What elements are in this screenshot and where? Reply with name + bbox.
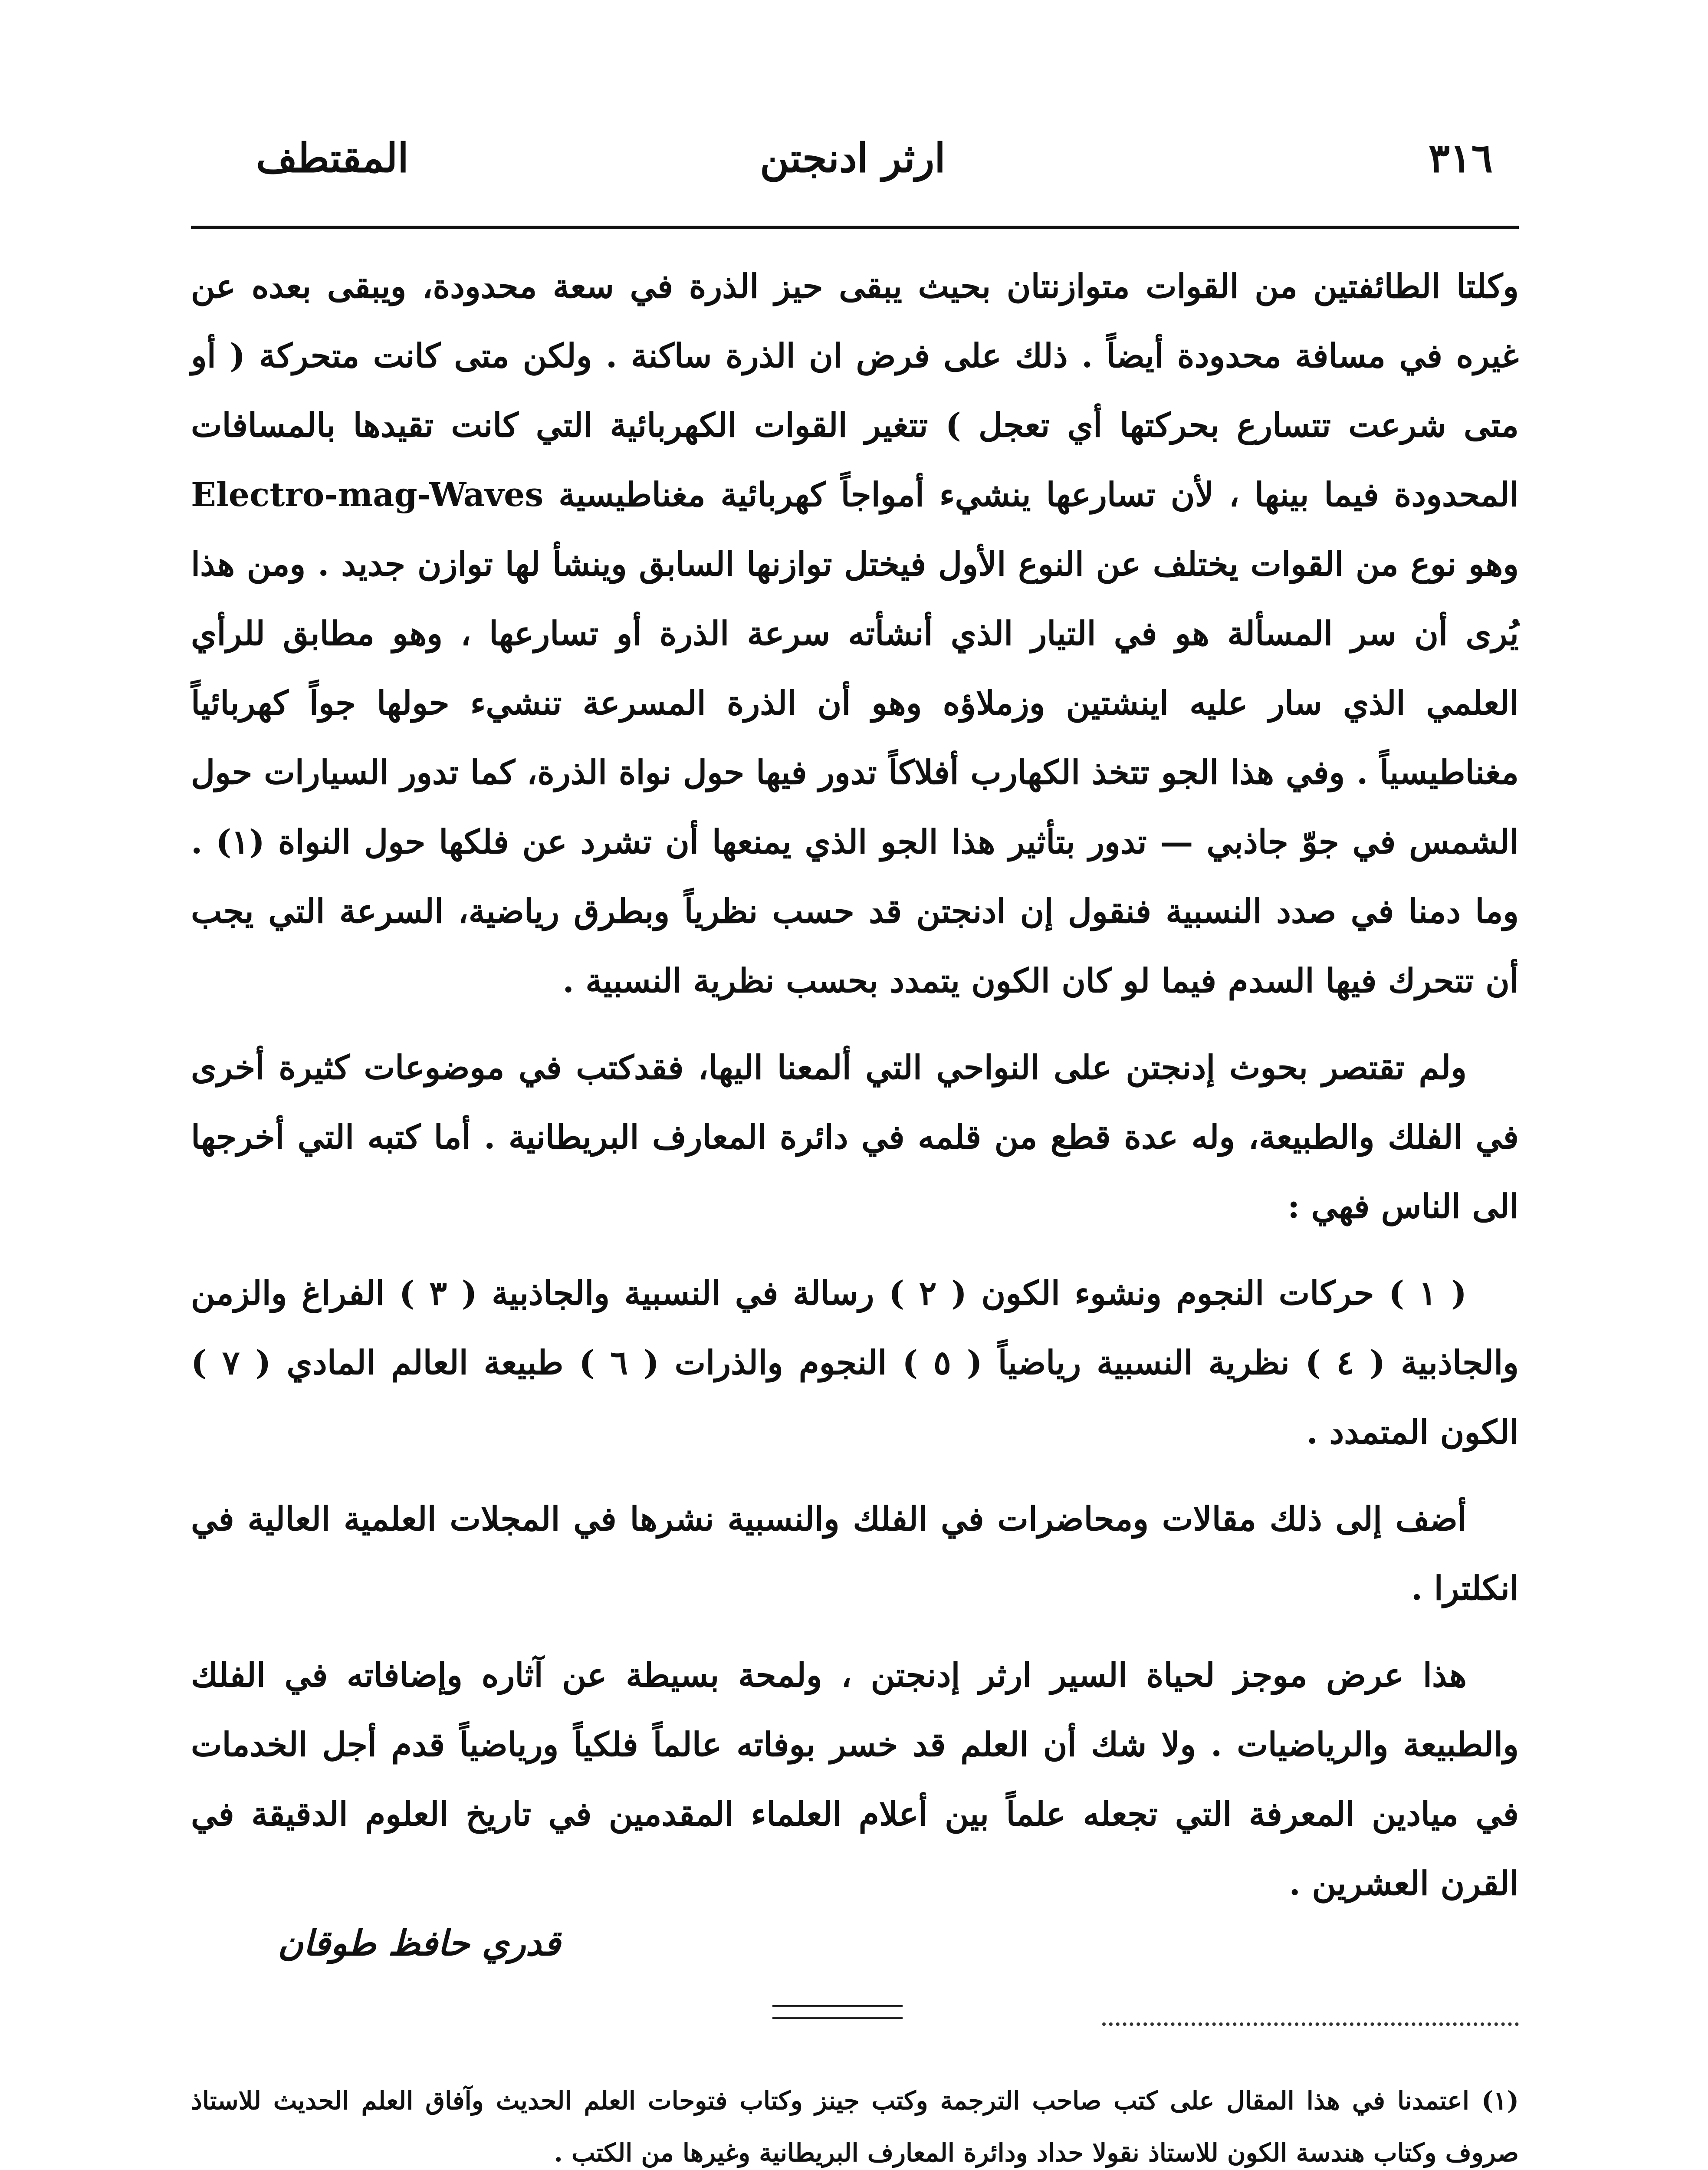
paragraph-1: وكلتا الطائفتين من القوات متوازنتان بحيث يبقى حيز الذرة في سعة محدودة، ويبقى بعده عن غيره في مسافة محدودة أيضاً . ذلك على فرض ان الذرة ساكنة . ولكن متى كانت متحركة ( أو متى شرعت تتسارع بحركتها أي تعجل ) تتغير القوات الكهربائية التي كانت تقيدها بالمسافات المحدودة فيما بينها ، لأن تسارعها ينشيء أمواجاً كهربائية مغناطيسية Electro-mag-Waves وهو نوع من القوات يختلف عن النوع الأول فيختل توازنها السابق وينشأ لها توازن جديد . ومن هذا يُرى أن سر المسألة هو في التيار الذي أنشأته سرعة الذرة أو تسارعها ، وهو مطابق للرأي العلمي الذي سار عليه اينشتين وزملاؤه وهو أن الذرة المسرعة تنشيء حولها جواً كهربائياً مغناطيسياً . وفي هذا الجو تتخذ الكهارب أفلاكاً تدور فيها حول نواة الذرة، كما تدور السيارات حول الشمس في جوّ جاذبي — تدور بتأثير هذا الجو الذي يمنعها أن تشرد عن فلكها حول النواة (١) . وما دمنا في صدد النسبية فنقول إن ادنجتن قد حسب نظرياً وبطرق رياضية، السرعة التي يجب أن تتحرك فيها السدم فيما لو كان الكون يتمدد بحسب نظرية النسبية .: [191, 267, 1519, 1000]
end-rule: [772, 2005, 903, 2019]
article-body: [191, 252, 1519, 1936]
footnote-separator: [1102, 2022, 1519, 2026]
paragraph-conclusion: هذا عرض موجز لحياة السير ارثر إدنجتن ، ولمحة بسيطة عن آثاره وإضافاته في الفلك والطبيعة والرياضيات . ولا شك أن العلم قد خسر بوفاته عالماً فلكياً ورياضياً قدم أجل الخدمات في ميادين المعرفة التي تجعله علماً بين أعلام العلماء المقدمين في تاريخ العلوم الدقيقة في القرن العشرين .: [191, 1656, 1519, 1903]
author-signature: قدري حافظ طوقان: [278, 1923, 561, 1963]
paragraph-2: ولم تقتصر بحوث إدنجتن على النواحي التي ألمعنا اليها، فقدكتب في موضوعات كثيرة أخرى في الفلك والطبيعة، وله عدة قطع من قلمه في دائرة المعارف البريطانية . أما كتبه التي أخرجها الى الناس فهي :: [191, 1048, 1519, 1226]
running-title: ارثر ادنجتن: [760, 135, 946, 181]
paragraph-books-list: ( ١ ) حركات النجوم ونشوء الكون ( ٢ ) رسالة في النسبية والجاذبية ( ٣ ) الفراغ والزمن والجاذبية ( ٤ ) نظرية النسبية رياضياً ( ٥ ) النجوم والذرات ( ٦ ) طبيعة العالم المادي ( ٧ ) الكون المتمدد .: [191, 1274, 1519, 1451]
paragraph-3: أضف إلى ذلك مقالات ومحاضرات في الفلك والنسبية نشرها في المجلات العلمية العالية في انكلترا .: [191, 1499, 1519, 1608]
page-number: ٣١٦: [1428, 135, 1493, 181]
footnote: (١) اعتمدنا في هذا المقال على كتب صاحب الترجمة وكتب جينز وكتاب فتوحات العلم الحديث وآفاق العلم الحديث للاستاذ صروف وكتاب هندسة الكون للاستاذ نقولا حداد ودائرة المعارف البريطانية وغيرها من الكتب .: [191, 2086, 1519, 2167]
journal-name: المقتطف: [256, 135, 409, 181]
header-rule: [191, 226, 1519, 229]
page-header: [191, 130, 1514, 208]
